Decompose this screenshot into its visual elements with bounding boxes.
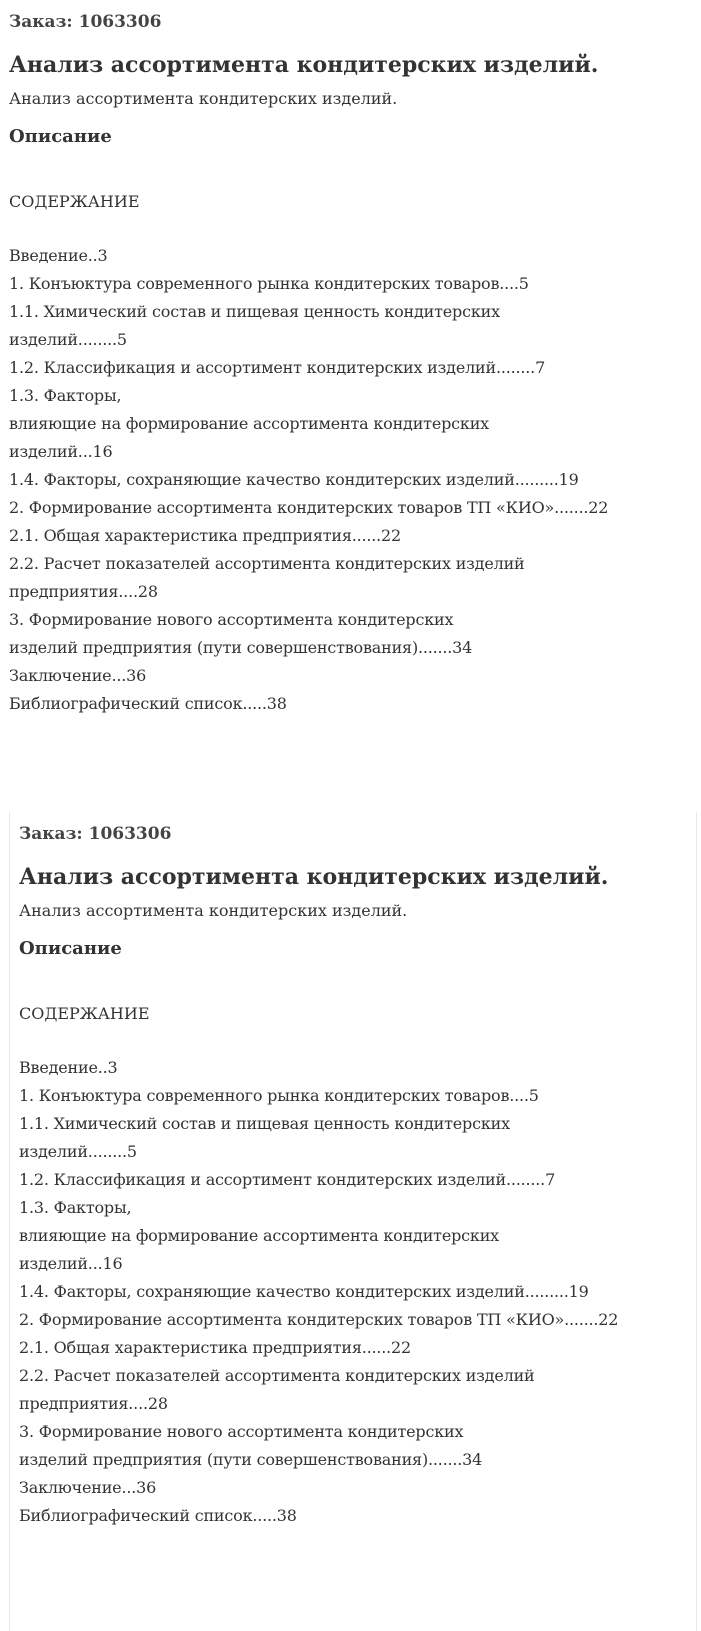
toc-item: 2. Формирование ассортимента кондитерских товаров ТП «КИО».......22 xyxy=(9,498,609,517)
order-number: Заказ: 1063306 xyxy=(9,12,162,32)
description-heading: Описание xyxy=(19,938,122,959)
toc-item: 1.4. Факторы, сохраняющие качество кондитерских изделий.........19 xyxy=(19,1282,589,1301)
toc-item: 1.1. Химический состав и пищевая ценность кондитерских изделий........5 xyxy=(19,1114,510,1161)
toc-item: Заключение...36 xyxy=(9,666,147,685)
toc-item: 1.3. Факторы, влияющие на формирование ассортимента кондитерских изделий...16 xyxy=(9,386,489,461)
document-subtitle: Анализ ассортимента кондитерских изделий. xyxy=(9,89,398,108)
table-of-contents xyxy=(19,1054,696,1530)
toc-item: Библиографический список.....38 xyxy=(19,1506,297,1525)
toc-item: 3. Формирование нового ассортимента кондитерских изделий предприятия (пути совершенствования).......34 xyxy=(9,610,473,657)
toc-item: 1. Конъюктура современного рынка кондитерских товаров....5 xyxy=(9,274,529,293)
order-number: Заказ: 1063306 xyxy=(19,824,172,844)
document-block-2 xyxy=(9,812,697,1631)
toc-item: 1. Конъюктура современного рынка кондитерских товаров....5 xyxy=(19,1086,539,1105)
description-heading: Описание xyxy=(9,126,112,147)
toc-item: 1.2. Классификация и ассортимент кондитерских изделий........7 xyxy=(9,358,546,377)
toc-item: 2.1. Общая характеристика предприятия......22 xyxy=(19,1338,412,1357)
toc-item: 1.2. Классификация и ассортимент кондитерских изделий........7 xyxy=(19,1170,556,1189)
document-subtitle: Анализ ассортимента кондитерских изделий. xyxy=(19,901,408,920)
toc-item: 1.4. Факторы, сохраняющие качество кондитерских изделий.........19 xyxy=(9,470,579,489)
toc-heading: СОДЕРЖАНИЕ xyxy=(19,1004,150,1023)
toc-item: 1.3. Факторы, влияющие на формирование ассортимента кондитерских изделий...16 xyxy=(19,1198,499,1273)
toc-item: 2.1. Общая характеристика предприятия......22 xyxy=(9,526,402,545)
toc-item: Введение..3 xyxy=(19,1058,118,1077)
toc-item: 2.2. Расчет показателей ассортимента кондитерских изделий предприятия....28 xyxy=(9,554,525,601)
toc-item: Введение..3 xyxy=(9,246,108,265)
toc-item: Заключение...36 xyxy=(19,1478,157,1497)
document-block-1 xyxy=(9,0,694,718)
document-title: Анализ ассортимента кондитерских изделий. xyxy=(9,52,599,78)
toc-item: 2.2. Расчет показателей ассортимента кондитерских изделий предприятия....28 xyxy=(19,1366,535,1413)
table-of-contents xyxy=(9,242,694,718)
toc-item: Библиографический список.....38 xyxy=(9,694,287,713)
toc-item: 1.1. Химический состав и пищевая ценность кондитерских изделий........5 xyxy=(9,302,500,349)
toc-heading: СОДЕРЖАНИЕ xyxy=(9,192,140,211)
document-title: Анализ ассортимента кондитерских изделий. xyxy=(19,864,609,890)
toc-item: 3. Формирование нового ассортимента кондитерских изделий предприятия (пути совершенствования).......34 xyxy=(19,1422,483,1469)
toc-item: 2. Формирование ассортимента кондитерских товаров ТП «КИО».......22 xyxy=(19,1310,619,1329)
